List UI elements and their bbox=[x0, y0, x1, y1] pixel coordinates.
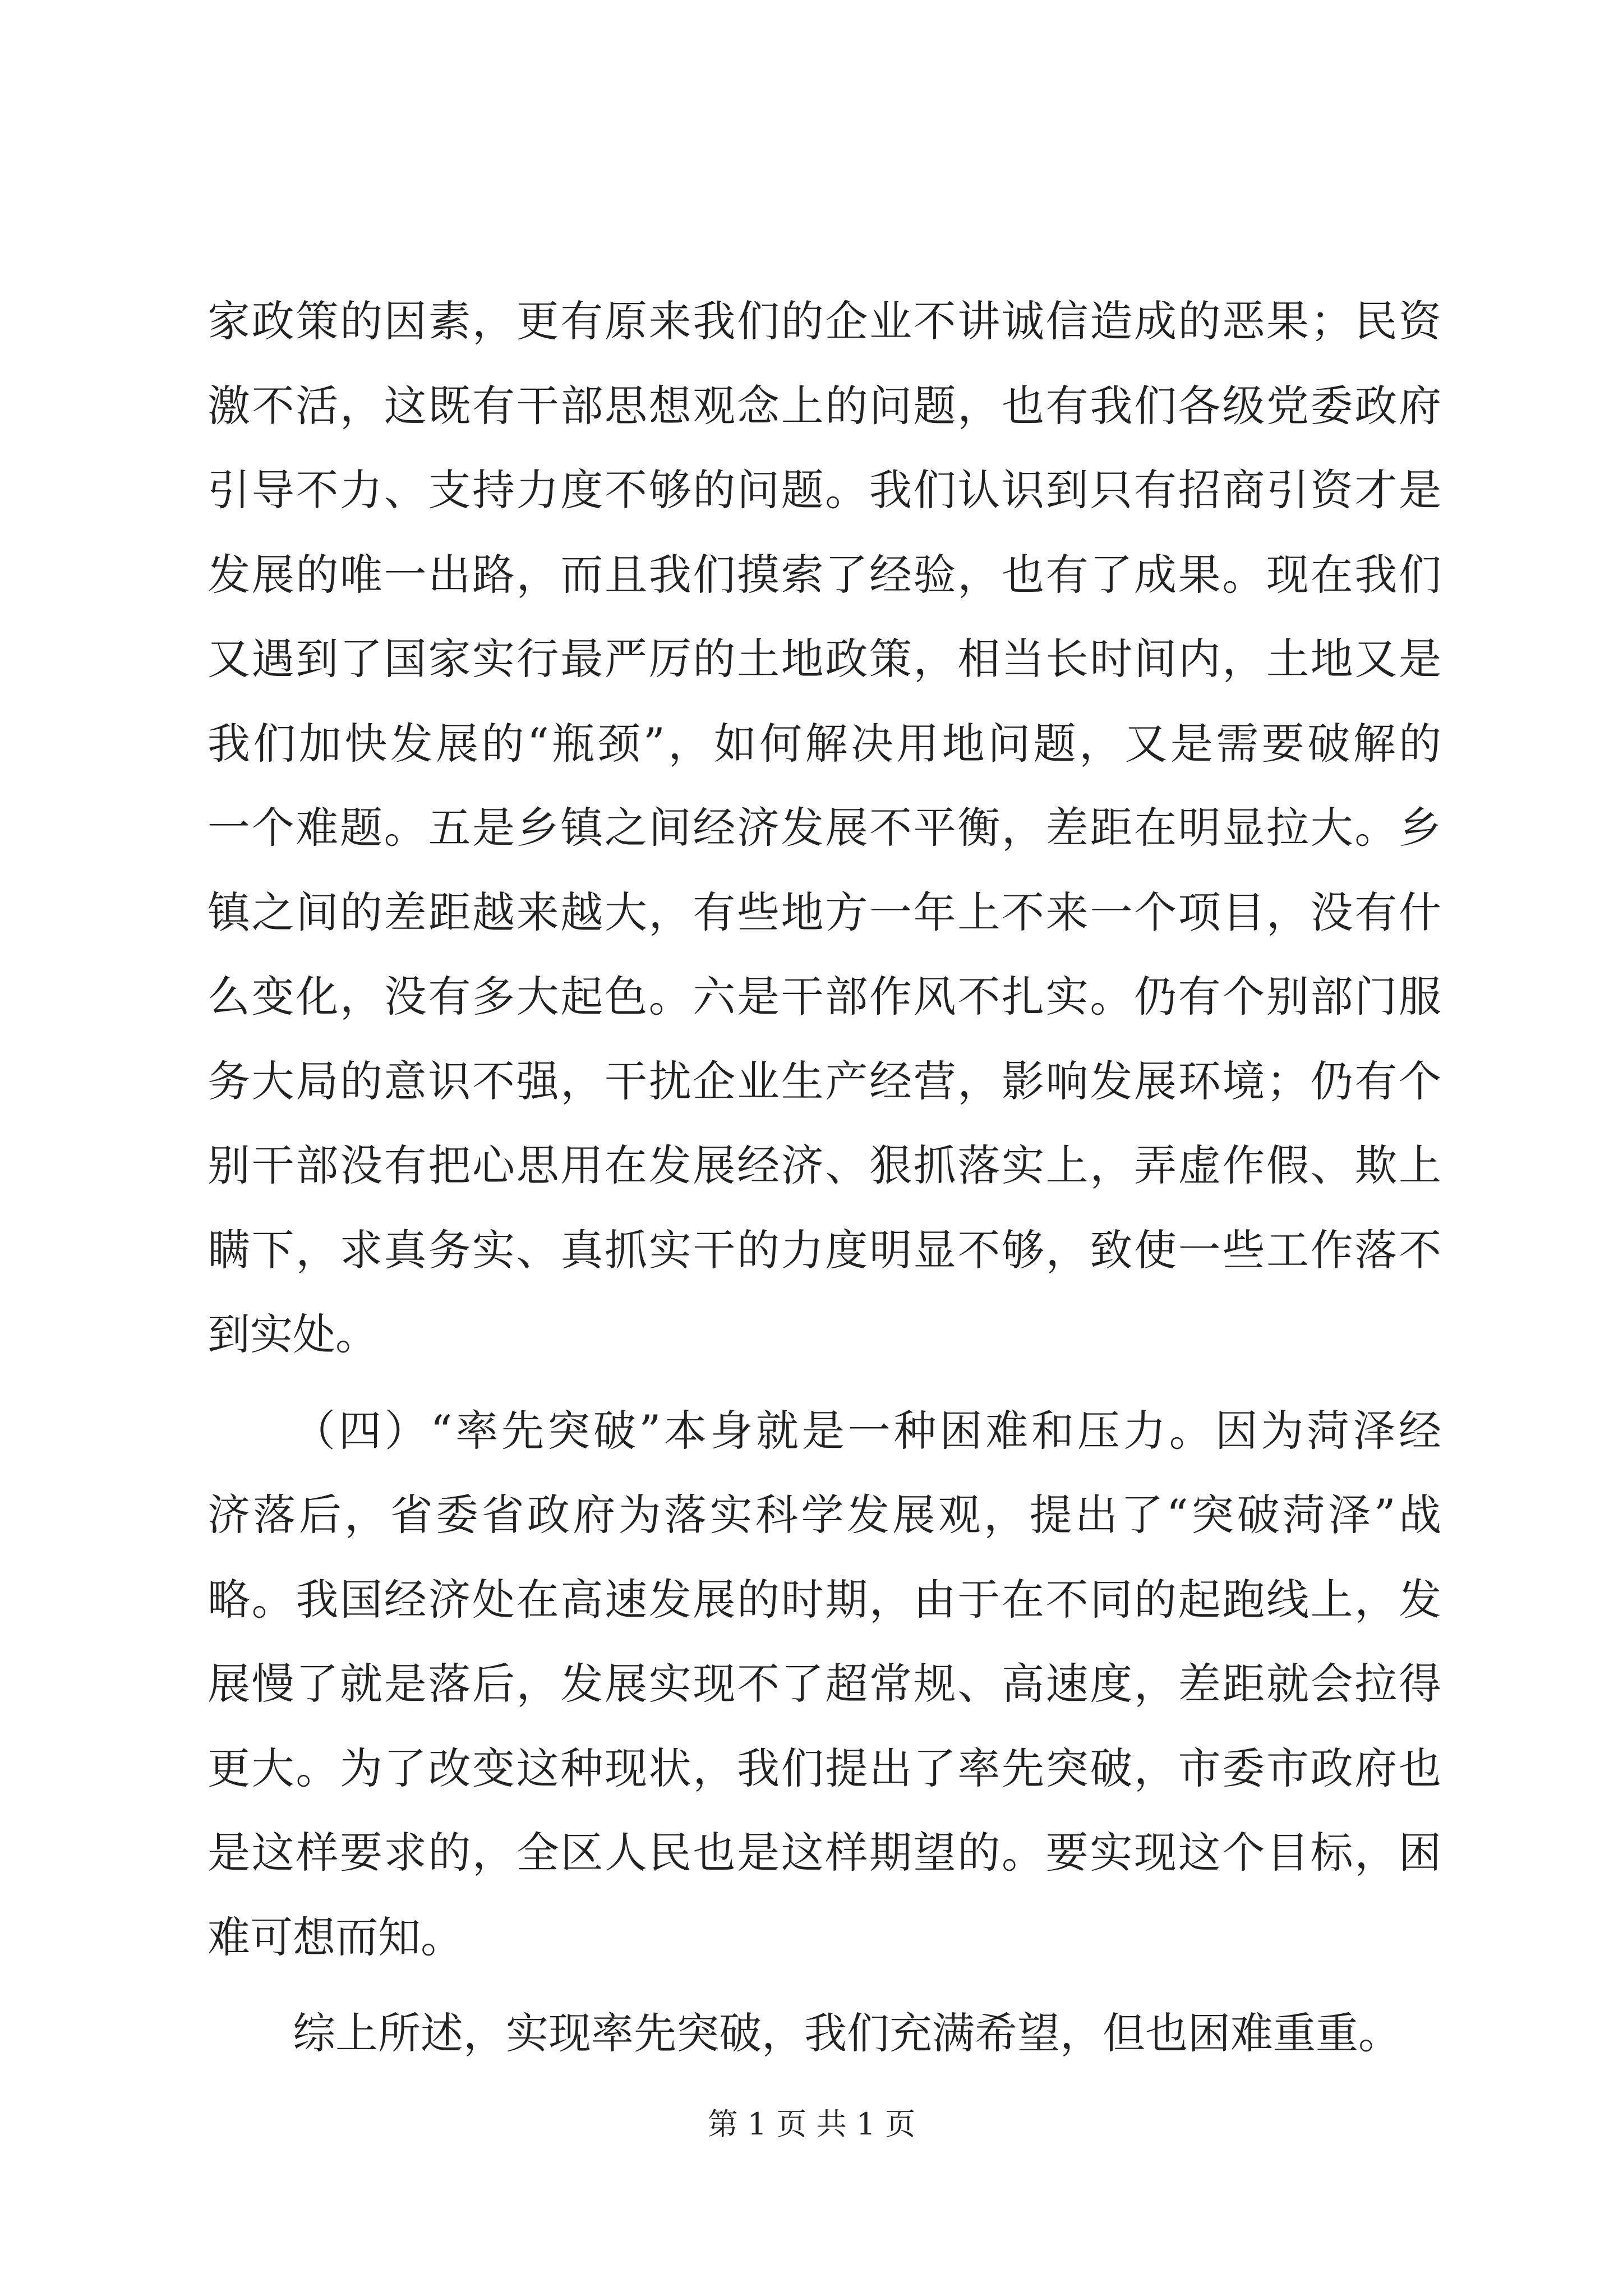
text-line: 是这样要求的，全区人民也是这样期望的。要实现这个目标，困 bbox=[208, 1828, 1441, 1878]
text-line: 济落后，省委省政府为落实科学发展观，提出了“突破菏泽”战 bbox=[208, 1490, 1441, 1540]
paragraph-spacer bbox=[208, 1377, 1441, 1389]
page-number-label: 第 1 页 共 1 页 bbox=[707, 2106, 916, 2142]
text-line: 一个难题。五是乡镇之间经济发展不平衡，差距在明显拉大。乡 bbox=[208, 803, 1441, 853]
text-line: 家政策的因素，更有原来我们的企业不讲诚信造成的恶果；民资 bbox=[208, 296, 1441, 346]
text-line: 别干部没有把心思用在发展经济、狠抓落实上，弄虚作假、欺上 bbox=[208, 1140, 1441, 1190]
text-line: 难可想而知。 bbox=[208, 1912, 463, 1962]
text-line: 综上所述，实现率先突破，我们充满希望，但也困难重重。 bbox=[293, 2008, 1401, 2058]
paragraph-3 bbox=[208, 1991, 1441, 2076]
text-line: 略。我国经济处在高速发展的时期，由于在不同的起跑线上，发 bbox=[208, 1574, 1441, 1625]
text-line: 镇之间的差距越来越大，有些地方一年上不来一个项目，没有什 bbox=[208, 887, 1441, 937]
text-line: 又遇到了国家实行最严厉的土地政策，相当长时间内，土地又是 bbox=[208, 634, 1441, 684]
page-footer bbox=[0, 2105, 1623, 2144]
paragraph-1 bbox=[208, 279, 1441, 1377]
text-line: 到实处。 bbox=[208, 1309, 378, 1359]
text-line: 激不活，这既有干部思想观念上的问题，也有我们各级党委政府 bbox=[208, 380, 1441, 431]
text-line: （四）“率先突破”本身就是一种困难和压力。因为菏泽经 bbox=[293, 1405, 1441, 1456]
text-line: 更大。为了改变这种现状，我们提出了率先突破，市委市政府也 bbox=[208, 1743, 1441, 1793]
text-line: 我们加快发展的“瓶颈”，如何解决用地问题，又是需要破解的 bbox=[208, 718, 1441, 769]
text-line: 展慢了就是落后，发展实现不了超常规、高速度，差距就会拉得 bbox=[208, 1659, 1441, 1709]
paragraph-spacer bbox=[208, 1980, 1441, 1991]
document-body bbox=[208, 279, 1441, 2076]
text-line: 务大局的意识不强，干扰企业生产经营，影响发展环境；仍有个 bbox=[208, 1056, 1441, 1106]
text-line: 瞒下，求真务实、真抓实干的力度明显不够，致使一些工作落不 bbox=[208, 1225, 1441, 1275]
paragraph-2 bbox=[208, 1389, 1441, 1980]
text-line: 引导不力、支持力度不够的问题。我们认识到只有招商引资才是 bbox=[208, 465, 1441, 515]
text-line: 发展的唯一出路，而且我们摸索了经验，也有了成果。现在我们 bbox=[208, 549, 1441, 600]
text-line: 么变化，没有多大起色。六是干部作风不扎实。仍有个别部门服 bbox=[208, 972, 1441, 1022]
